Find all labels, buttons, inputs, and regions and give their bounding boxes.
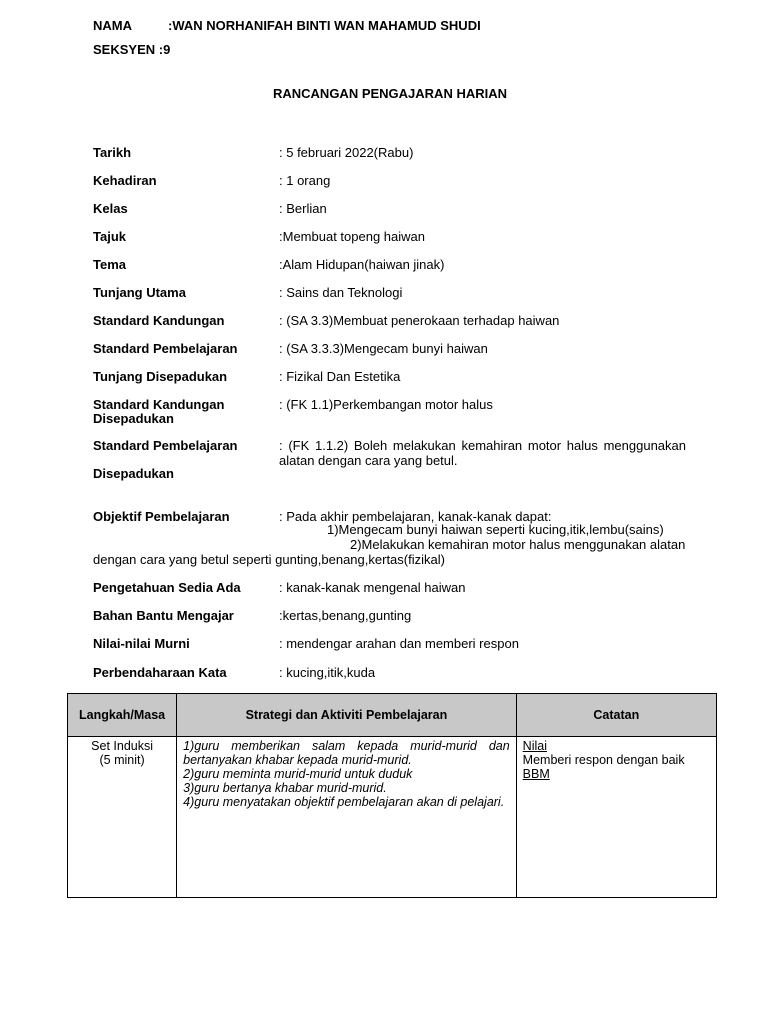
table-header-row (68, 694, 717, 737)
step-name: Set Induksi (91, 739, 153, 753)
bahan-label: Bahan Bantu Mengajar (93, 608, 234, 623)
kehadiran-label: Kehadiran (93, 173, 157, 188)
step-duration: (5 minit) (99, 753, 145, 767)
objektif-label: Objektif Pembelajaran (93, 509, 230, 524)
tema-value: :Alam Hidupan(haiwan jinak) (279, 257, 445, 272)
tunjang-utama-value: : Sains dan Teknologi (279, 285, 403, 300)
kelas-value: : Berlian (279, 201, 327, 216)
tema-label: Tema (93, 257, 126, 272)
page-title: RANCANGAN PENGAJARAN HARIAN (272, 86, 507, 101)
activity-item: 4)guru menyatakan objektif pembelajaran akan di pelajari. (183, 795, 505, 809)
sp-disepadukan-value: : (FK 1.1.2) Boleh melakukan kemahiran motor halus menggunakan alatan dengan cara yang betul. (279, 438, 686, 468)
objektif-intro: : Pada akhir pembelajaran, kanak-kanak dapat: (279, 509, 552, 524)
perbendaharaan-label: Perbendaharaan Kata (93, 665, 227, 680)
header-catatan: Catatan (516, 694, 716, 737)
notes-heading-bbm: BBM (522, 767, 550, 781)
seksyen: SEKSYEN :9 (93, 42, 171, 57)
bahan-value: :kertas,benang,gunting (279, 608, 412, 623)
sp-disepadukan-label-line1: Standard Pembelajaran (93, 438, 238, 453)
tarikh-value: : 5 februari 2022(Rabu) (279, 145, 414, 160)
notes-heading-nilai: Nilai (522, 739, 547, 753)
tunjang-disepadukan-label: Tunjang Disepadukan (93, 369, 228, 384)
tajuk-value: :Membuat topeng haiwan (279, 229, 425, 244)
header-strategi: Strategi dan Aktiviti Pembelajaran (177, 694, 517, 737)
step-cell (68, 737, 177, 898)
tajuk-label: Tajuk (93, 229, 126, 244)
pengetahuan-value: : kanak-kanak mengenal haiwan (279, 580, 466, 595)
standard-kandungan-value: : (SA 3.3)Membuat penerokaan terhadap haiwan (279, 313, 560, 328)
table-row (68, 737, 717, 898)
notes-text-nilai: Memberi respon dengan baik (522, 753, 685, 767)
pengetahuan-label: Pengetahuan Sedia Ada (93, 580, 241, 595)
perbendaharaan-value: : kucing,itik,kuda (279, 665, 376, 680)
standard-kandungan-label: Standard Kandungan (93, 313, 225, 328)
standard-pembelajaran-label: Standard Pembelajaran (93, 341, 238, 356)
kelas-label: Kelas (93, 201, 128, 216)
sp-disepadukan-label-line2: Disepadukan (93, 466, 174, 481)
activity-item: 2)guru meminta murid-murid untuk duduk (183, 767, 413, 781)
nama-value: :WAN NORHANIFAH BINTI WAN MAHAMUD SHUDI (168, 18, 481, 33)
objektif-item1: 1)Mengecam bunyi haiwan seperti kucing,itik,lembu(sains) (327, 522, 664, 537)
nama-label: NAMA (93, 18, 132, 33)
sk-disepadukan-label-line1: Standard Kandungan (93, 397, 225, 412)
sk-disepadukan-value: : (FK 1.1)Perkembangan motor halus (279, 397, 493, 412)
sk-disepadukan-label-line2: Disepadukan (93, 411, 174, 426)
activities-cell (177, 737, 517, 898)
activity-item: 3)guru bertanya khabar murid-murid. (183, 781, 387, 795)
nilai-label: Nilai-nilai Murni (93, 636, 190, 651)
activity-item: 1)guru memberikan salam kepada murid-murid dan bertanyakan khabar kepada murid-murid. (183, 739, 510, 767)
tunjang-utama-label: Tunjang Utama (93, 285, 186, 300)
tunjang-disepadukan-value: : Fizikal Dan Estetika (279, 369, 401, 384)
lesson-table (67, 693, 717, 898)
objektif-item2-start: 2)Melakukan kemahiran motor halus menggunakan alatan (350, 537, 686, 552)
tarikh-label: Tarikh (93, 145, 132, 160)
standard-pembelajaran-value: : (SA 3.3.3)Mengecam bunyi haiwan (279, 341, 488, 356)
nilai-value: : mendengar arahan dan memberi respon (279, 636, 519, 651)
notes-cell (516, 737, 716, 898)
header-langkah: Langkah/Masa (68, 694, 177, 737)
kehadiran-value: : 1 orang (279, 173, 331, 188)
objektif-item2-end: dengan cara yang betul seperti gunting,benang,kertas(fizikal) (93, 552, 445, 567)
